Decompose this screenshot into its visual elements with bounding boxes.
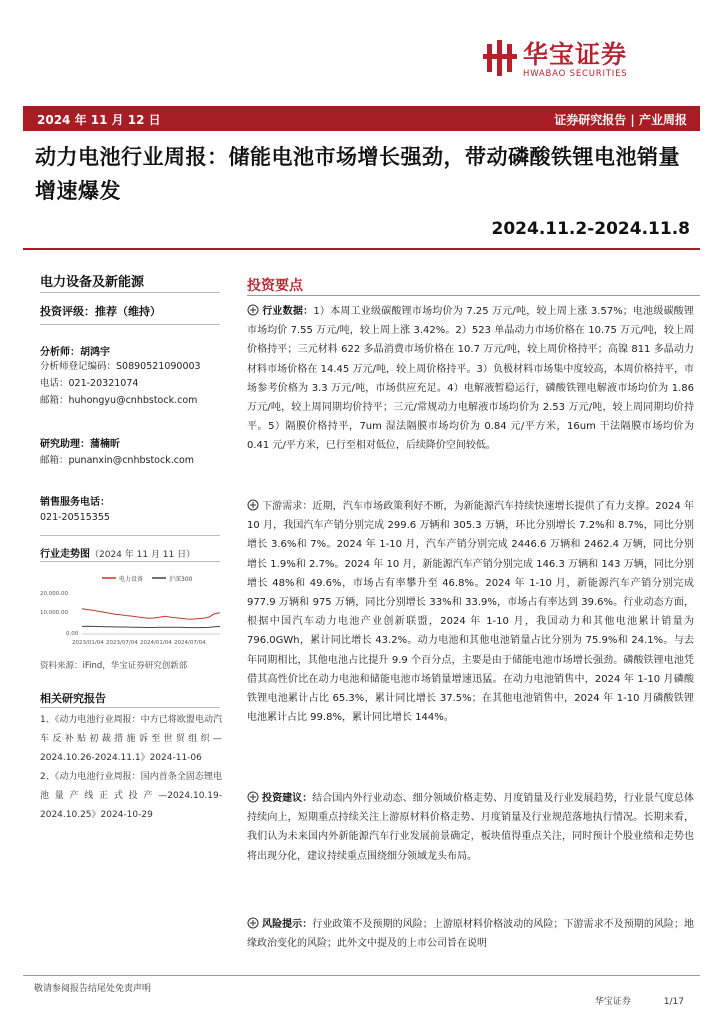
para-text: 结合国内外行业动态、细分领域价格走势、月度销量及行业发展趋势，行业景气度总体持续向上，短期重点持续关注上游原材料价格走势、月度销量及行业规范落地执行情况。长期来看，我们认为未来国内外新能源汽车行业发展前景确定，板块值得重点关注，同时预计个股业绩和走势也将出现分化，建议持续重点围绕细分领域龙头布局。 xyxy=(247,793,695,862)
sector-name: 电力设备及新能源 xyxy=(40,275,145,290)
report-title: 动力电池行业周报：储能电池市场增长强劲，带动磷酸铁锂电池销量增速爆发 xyxy=(35,145,680,203)
sales-label: 销售服务电话： xyxy=(40,497,110,508)
x-tick: 2023/07/04 xyxy=(106,640,138,646)
x-tick: 2024/07/04 xyxy=(174,640,206,646)
footer-page-info xyxy=(595,994,684,1007)
divider xyxy=(247,295,700,296)
bullet-icon xyxy=(247,917,259,929)
divider xyxy=(40,561,220,562)
title-divider xyxy=(23,248,700,250)
divider xyxy=(40,292,220,293)
related-report-1[interactable]: 1、《动力电池行业周报：中方已将欧盟电动汽车反补贴初裁措施诉至世贸组织—2024.10.26-2024.11.1》2024-11-06 xyxy=(40,715,222,763)
trend-date: （2024 年 11 月 11 日） xyxy=(90,550,196,560)
x-tick: 2024/01/04 xyxy=(140,640,172,646)
report-date: 2024 年 11 月 12 日 xyxy=(37,113,161,127)
y-tick: 0.00 xyxy=(66,631,79,637)
paragraph-risk xyxy=(247,915,694,953)
trend-chart-svg xyxy=(40,572,225,652)
bullet-icon xyxy=(247,304,259,316)
para-text: 行业政策不及预期的风险；上游原材料价格波动的风险；下游需求不及预期的风险；地缘政治变化的风险；此外文中提及的上市公司旨在说明 xyxy=(247,919,695,950)
sales-phone: 021-20515355 xyxy=(40,512,110,523)
related-title: 相关研究报告 xyxy=(40,692,106,705)
legend-label-hs300: 沪深300 xyxy=(169,576,193,583)
legend-label-power: 电力设备 xyxy=(119,576,144,583)
para-text: 下游需求：近期，汽车市场政策利好不断，为新能源汽车持续快速增长提供了有力支撑。2024 年 10 月，我国汽车产销分别完成 299.6 万辆和 305.3 万辆，环比分别增长 7.2%和 8.7%，同比分别增长 3.6%和 7%。2024 年 1-10 月，汽车产销分别完成 2446.6 万辆和 2462.4 万辆，同比分别增长 1.9%和 2.7%。2024 年 10 月，新能源汽车产销分别完成 146.3 万辆和 143 万辆，同比分别增长 48%和 49.6%，市场占有率攀升至 46.8%。2024 年 1-10 月，新能源汽车产销分别完成 977.9 万辆和 975 万辆，同比分别增长 33%和 33.9%，市场占有率达到 39.6%。行业动态方面，根据中国汽车动力电池产业创新联盟，2024 年 1-10 月，我国动力和其他电池累计销量为 796.0GWh，累计同比增长 43.2%。动力电池和其他电池销量占比分别为 75.9%和 24.1%。与去年同期相比，其他电池占比提升 9.9 个百分点，主要是由于储能电池市场增长强劲。磷酸铁锂电池凭借其高性价比在动力电池和储能电池市场销量增速迅猛。在动力电池销售中，2024 年 1-10 月磷酸铁锂电池累计占比 65.3%，累计同比增长 37.5%；在其他电池销售中，2024 年 1-10 月磷酸铁锂电池累计占比 99.8%，累计同比增长 144%。 xyxy=(247,501,694,724)
y-tick: 10,000.00 xyxy=(40,610,68,616)
report-type: 证券研究报告 | 产业周报 xyxy=(554,113,687,127)
divider xyxy=(40,324,220,325)
report-period: 2024.11.2-2024.11.8 xyxy=(491,219,690,239)
analyst-name: 分析师：胡鸿宇 xyxy=(40,347,110,358)
bullet-icon xyxy=(247,791,259,803)
investment-rating: 投资评级：推荐（维持） xyxy=(40,305,161,318)
paragraph-industry-data xyxy=(247,302,694,456)
logo-cn: 华宝证券 xyxy=(523,40,628,69)
divider xyxy=(40,535,220,536)
divider xyxy=(40,707,220,708)
series-line-0 xyxy=(82,609,220,620)
related-report-2[interactable]: 2、《动力电池行业周报：国内首条全固态锂电池量产线正式投产—2024.10.19-2024.10.25》2024-10-29 xyxy=(40,772,222,820)
para-label: 风险提示： xyxy=(262,919,313,930)
logo-en: HWABAO SECURITIES xyxy=(523,69,628,79)
y-tick: 20,000.00 xyxy=(40,591,68,597)
series-line-1 xyxy=(82,626,220,627)
footer-disclaimer[interactable]: 敬请参阅报告结尾处免责声明 xyxy=(34,984,152,994)
key-points-heading: 投资要点 xyxy=(247,278,303,294)
analyst-phone: 电话：021-20321074 xyxy=(40,378,139,389)
trend-chart xyxy=(40,572,225,652)
analyst-email[interactable]: 邮箱：huhongyu@cnhbstock.com xyxy=(40,395,198,406)
assistant-name: 研究助理：蒲楠昕 xyxy=(40,439,120,450)
x-tick: 2023/01/04 xyxy=(72,640,104,646)
paragraph-investment-advice xyxy=(247,789,694,866)
bullet-icon xyxy=(247,499,259,511)
logo-icon xyxy=(483,40,517,76)
page-number: 1/17 xyxy=(663,997,684,1007)
para-label: 投资建议： xyxy=(262,793,313,804)
para-text: 1）本周工业级碳酸锂市场均价为 7.25 万元/吨，较上周上涨 3.57%；电池级碳酸锂市场均价 7.55 万元/吨，较上周上涨 3.42%。2）523 单晶动力市场价格在 10.75 万元/吨，较上周价格持平；三元材料 622 多晶消费市场价格在 10.7 万元/吨，较上周价格持平；高镍 811 多晶动力材料市场价格在 14.45 万元/吨，较上周价格持平。3）负极材料市场集中度较高，本周价格持平，市场参考价格为 3.3 万元/吨，市场供应充足。4）电解液暂稳运行，磷酸铁锂电解液市场均价为 1.86 万元/吨，较上周同期均价持平；三元/常规动力电解液市场均价为 2.53 万元/吨，较上周同期均价持平。5）隔膜价格持平，7um 湿法隔膜市场均价为 0.84 元/平方米，16um 干法隔膜市场均价为 0.41 元/平方米，已行至相对低位，后续降价空间较低。 xyxy=(247,306,694,452)
footer-divider xyxy=(23,975,700,976)
paragraph-downstream xyxy=(247,497,694,727)
assistant-email[interactable]: 邮箱：punanxin@cnhbstock.com xyxy=(40,455,195,466)
header-banner xyxy=(23,106,700,131)
company-logo xyxy=(483,40,683,80)
trend-title-row xyxy=(40,545,220,560)
trend-title: 行业走势图 xyxy=(40,549,90,560)
para-label: 行业数据： xyxy=(262,306,314,317)
analyst-cert: 分析师登记编码：S0890521090003 xyxy=(40,361,201,372)
footer-brand: 华宝证券 xyxy=(594,997,631,1007)
chart-source: 资料来源：iFind，华宝证券研究创新部 xyxy=(40,661,188,671)
